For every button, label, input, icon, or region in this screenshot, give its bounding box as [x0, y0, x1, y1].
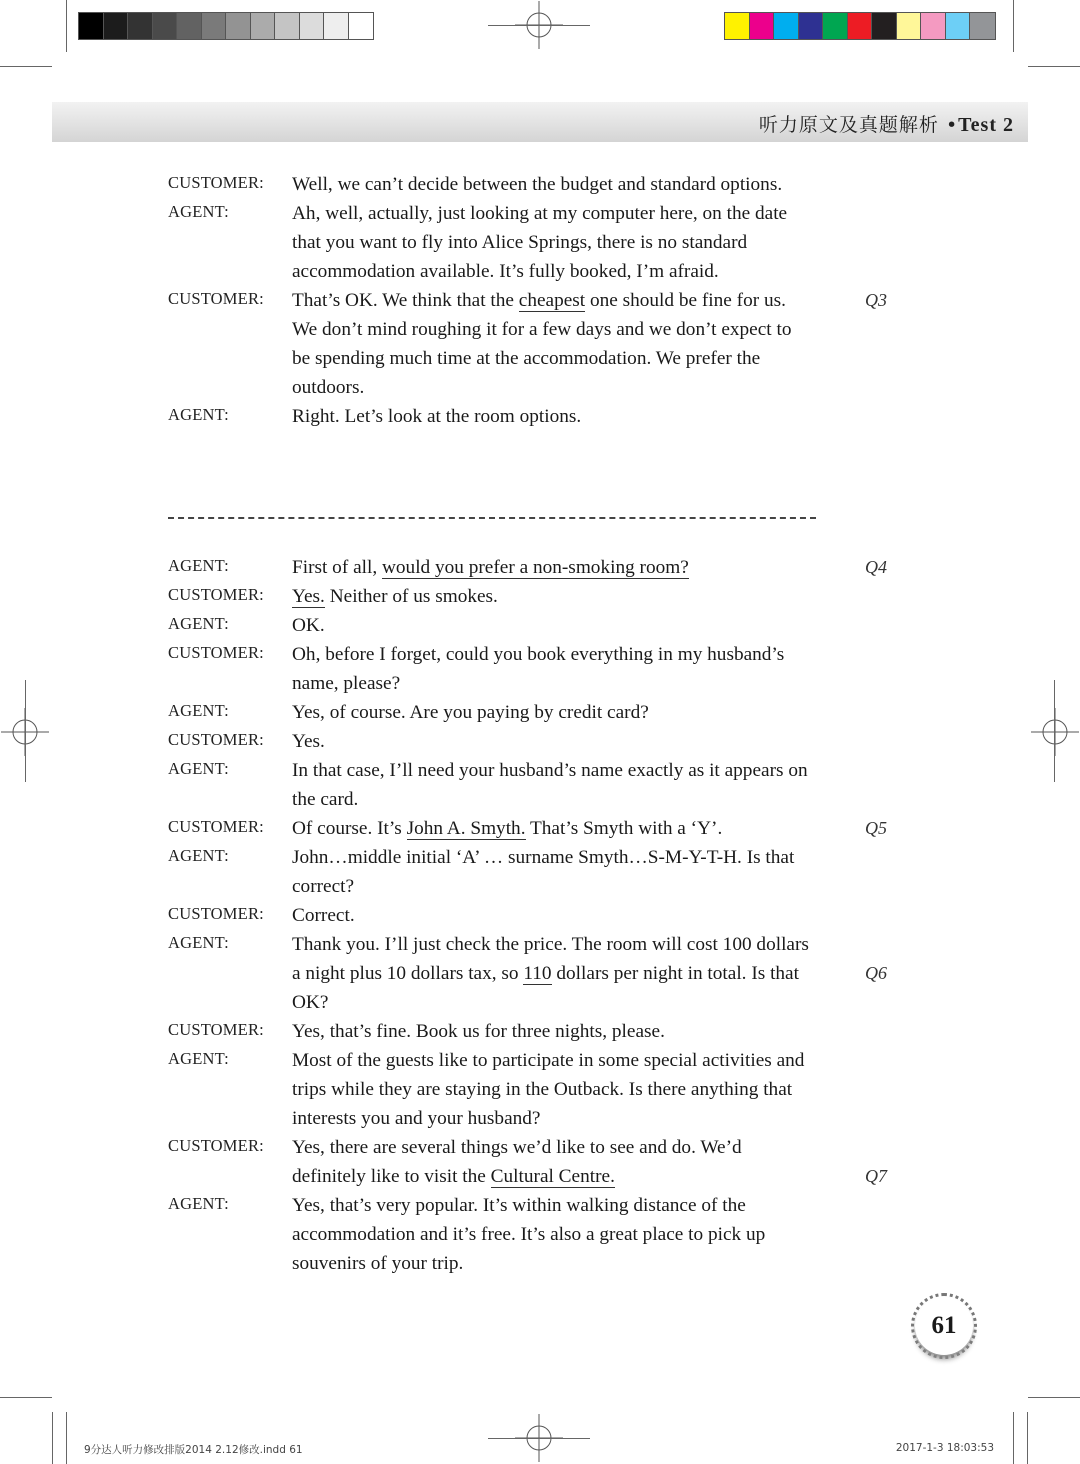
crop-mark — [1054, 680, 1055, 782]
speech-text — [292, 553, 812, 582]
speaker-label: AGENT: — [168, 405, 229, 424]
question-marker: Q4 — [865, 557, 887, 577]
dialogue-line — [168, 843, 888, 901]
speech-text — [292, 611, 812, 640]
speech-text — [292, 1017, 812, 1046]
crop-mark — [1027, 1412, 1028, 1464]
answer-underline: Yes. — [292, 586, 325, 607]
crop-mark — [1013, 0, 1014, 52]
answer-underline: John A. Smyth. — [406, 818, 526, 839]
dialogue-line — [168, 286, 888, 402]
speech-text — [292, 199, 812, 286]
dialogue-line — [168, 1133, 888, 1191]
dialogue-line — [168, 814, 888, 843]
grayscale-color-bar — [78, 12, 374, 40]
speech-text — [292, 930, 812, 1017]
speaker-label: CUSTOMER: — [168, 585, 264, 604]
dialogue-line — [168, 727, 888, 756]
crop-mark — [66, 0, 67, 52]
color-swatch — [799, 13, 824, 39]
color-swatch — [946, 13, 971, 39]
dialogue-line — [168, 1046, 888, 1133]
speaker-label: CUSTOMER: — [168, 1020, 264, 1039]
speaker-label: CUSTOMER: — [168, 1136, 264, 1155]
crop-mark — [1028, 1397, 1080, 1398]
section-title: 听力原文及真题解析 • — [758, 114, 959, 136]
registration-mark-icon — [1031, 708, 1079, 756]
gray-swatch — [226, 13, 251, 39]
speech-segment: Yes, of course. Are you paying by credit card? — [292, 702, 649, 723]
speaker-label: CUSTOMER: — [168, 730, 264, 749]
speech-text — [292, 582, 812, 611]
speech-segment: OK. — [292, 615, 325, 636]
question-marker: Q5 — [865, 818, 887, 838]
speech-segment: Neither of us smokes. — [324, 586, 498, 607]
speech-segment: Yes, that’s fine. Book us for three nights, please. — [292, 1021, 665, 1042]
gray-swatch — [349, 13, 374, 39]
color-swatch — [897, 13, 922, 39]
crop-mark — [0, 66, 52, 67]
gray-swatch — [104, 13, 129, 39]
speech-text — [292, 640, 812, 698]
crop-mark — [488, 25, 590, 26]
question-marker: Q3 — [865, 290, 887, 310]
speech-segment: John…middle initial ‘A’ … surname Smyth…S-M-Y-T-H. Is that correct? — [292, 847, 795, 897]
speech-text — [292, 698, 812, 727]
footer-timestamp: 2017-1-3 18:03:53 — [895, 1442, 994, 1454]
speaker-label: CUSTOMER: — [168, 289, 264, 308]
speech-segment: Thank you. I’ll just check the price. The room will cost 100 dollars a night plus 10 dollars tax, so — [292, 934, 809, 984]
crop-mark — [1013, 1412, 1014, 1464]
answer-underline: cheapest — [518, 290, 586, 311]
speech-text — [292, 756, 812, 814]
speech-segment: Correct. — [292, 905, 355, 926]
speaker-label: AGENT: — [168, 202, 229, 221]
dialogue-line — [168, 640, 888, 698]
transcript-part-1 — [168, 170, 888, 431]
speech-segment: Yes, that’s very popular. It’s within walking distance of the accommodation and it’s free. It’s also a great place to pick up souvenirs of your trip. — [292, 1195, 766, 1274]
speech-text — [292, 814, 812, 843]
speech-segment: Right. Let’s look at the room options. — [292, 406, 582, 427]
speech-segment: Oh, before I forget, could you book everything in my husband’s name, please? — [292, 644, 785, 694]
speech-text — [292, 727, 812, 756]
answer-underline: 110 — [523, 963, 552, 984]
speech-text — [292, 843, 812, 901]
dashed-separator — [168, 517, 816, 519]
speech-text — [292, 1046, 812, 1133]
color-swatch — [725, 13, 750, 39]
speech-segment: Well, we can’t decide between the budget and standard options. — [292, 174, 783, 195]
speech-text — [292, 901, 812, 930]
speaker-label: AGENT: — [168, 701, 229, 720]
speaker-label: CUSTOMER: — [168, 173, 264, 192]
speech-segment: dollars per night in total. Is that OK? — [292, 963, 799, 1013]
speech-segment: Yes, there are several things we’d like to see and do. We’d definitely like to visit the — [292, 1137, 742, 1187]
transcript-part-2 — [168, 553, 888, 1278]
speaker-label: AGENT: — [168, 614, 229, 633]
speech-segment: Of course. It’s — [292, 818, 407, 839]
gray-swatch — [324, 13, 349, 39]
color-swatch — [774, 13, 799, 39]
question-marker: Q7 — [865, 1166, 887, 1186]
dialogue-line — [168, 553, 888, 582]
color-swatch — [823, 13, 848, 39]
running-header — [759, 110, 1014, 137]
dialogue-line — [168, 611, 888, 640]
speaker-label: CUSTOMER: — [168, 817, 264, 836]
crop-mark — [488, 1438, 590, 1439]
dialogue-line — [168, 582, 888, 611]
gray-swatch — [251, 13, 276, 39]
question-marker: Q6 — [865, 963, 887, 983]
color-swatch — [921, 13, 946, 39]
gray-swatch — [275, 13, 300, 39]
speech-segment: In that case, I’ll need your husband’s name exactly as it appears on the card. — [292, 760, 808, 810]
dialogue-line — [168, 170, 888, 199]
dialogue-line — [168, 901, 888, 930]
page-number: 61 — [915, 1297, 973, 1355]
speaker-label: AGENT: — [168, 759, 229, 778]
color-swatch — [970, 13, 995, 39]
color-swatch — [872, 13, 897, 39]
gray-swatch — [300, 13, 325, 39]
speaker-label: CUSTOMER: — [168, 904, 264, 923]
speech-text — [292, 1191, 812, 1278]
speaker-label: CUSTOMER: — [168, 643, 264, 662]
dialogue-line — [168, 199, 888, 286]
speech-text — [292, 170, 812, 199]
speaker-label: AGENT: — [168, 1194, 229, 1213]
color-swatch — [750, 13, 775, 39]
crop-mark — [66, 1412, 67, 1464]
cmyk-color-bar — [724, 12, 996, 40]
dialogue-line — [168, 930, 888, 1017]
speaker-label: AGENT: — [168, 846, 229, 865]
footer-file-name: 9分达人听力修改排版2014 2.12修改.indd 61 — [84, 1444, 303, 1456]
dialogue-line — [168, 1017, 888, 1046]
gray-swatch — [79, 13, 104, 39]
dialogue-line — [168, 698, 888, 727]
crop-mark — [1028, 66, 1080, 67]
speaker-label: AGENT: — [168, 933, 229, 952]
test-label: Test 2 — [958, 114, 1014, 136]
crop-mark — [25, 680, 26, 782]
answer-underline: Cultural Centre. — [490, 1166, 615, 1187]
speaker-label: AGENT: — [168, 1049, 229, 1068]
speech-segment: Most of the guests like to participate in some special activities and trips while they are staying in the Outback. Is there anything that interests you and your husband? — [292, 1050, 805, 1129]
speech-text — [292, 1133, 812, 1191]
speech-segment: That’s OK. We think that the — [292, 290, 519, 311]
speech-segment: Yes. — [292, 731, 325, 752]
crop-mark — [0, 1397, 52, 1398]
answer-underline: would you prefer a non-smoking room? — [381, 557, 689, 578]
speech-segment: one should be fine for us. We don’t mind roughing it for a few days and we don’t expect to be spending much time at the accommodation. We prefer the outdoors. — [292, 290, 792, 398]
dialogue-line — [168, 756, 888, 814]
gray-swatch — [128, 13, 153, 39]
speech-text — [292, 402, 812, 431]
dialogue-line — [168, 1191, 888, 1278]
gray-swatch — [202, 13, 227, 39]
speech-text — [292, 286, 812, 402]
crop-mark — [52, 1412, 53, 1464]
dialogue-line — [168, 402, 888, 431]
speaker-label: AGENT: — [168, 556, 229, 575]
speech-segment: That’s Smyth with a ‘Y’. — [525, 818, 723, 839]
speech-segment: Ah, well, actually, just looking at my computer here, on the date that you want to fly into Alice Springs, there is no standard accommodation available. It’s fully booked, I’m afraid. — [292, 203, 788, 282]
gray-swatch — [153, 13, 178, 39]
color-swatch — [848, 13, 873, 39]
speech-segment: First of all, — [292, 557, 382, 578]
gray-swatch — [177, 13, 202, 39]
